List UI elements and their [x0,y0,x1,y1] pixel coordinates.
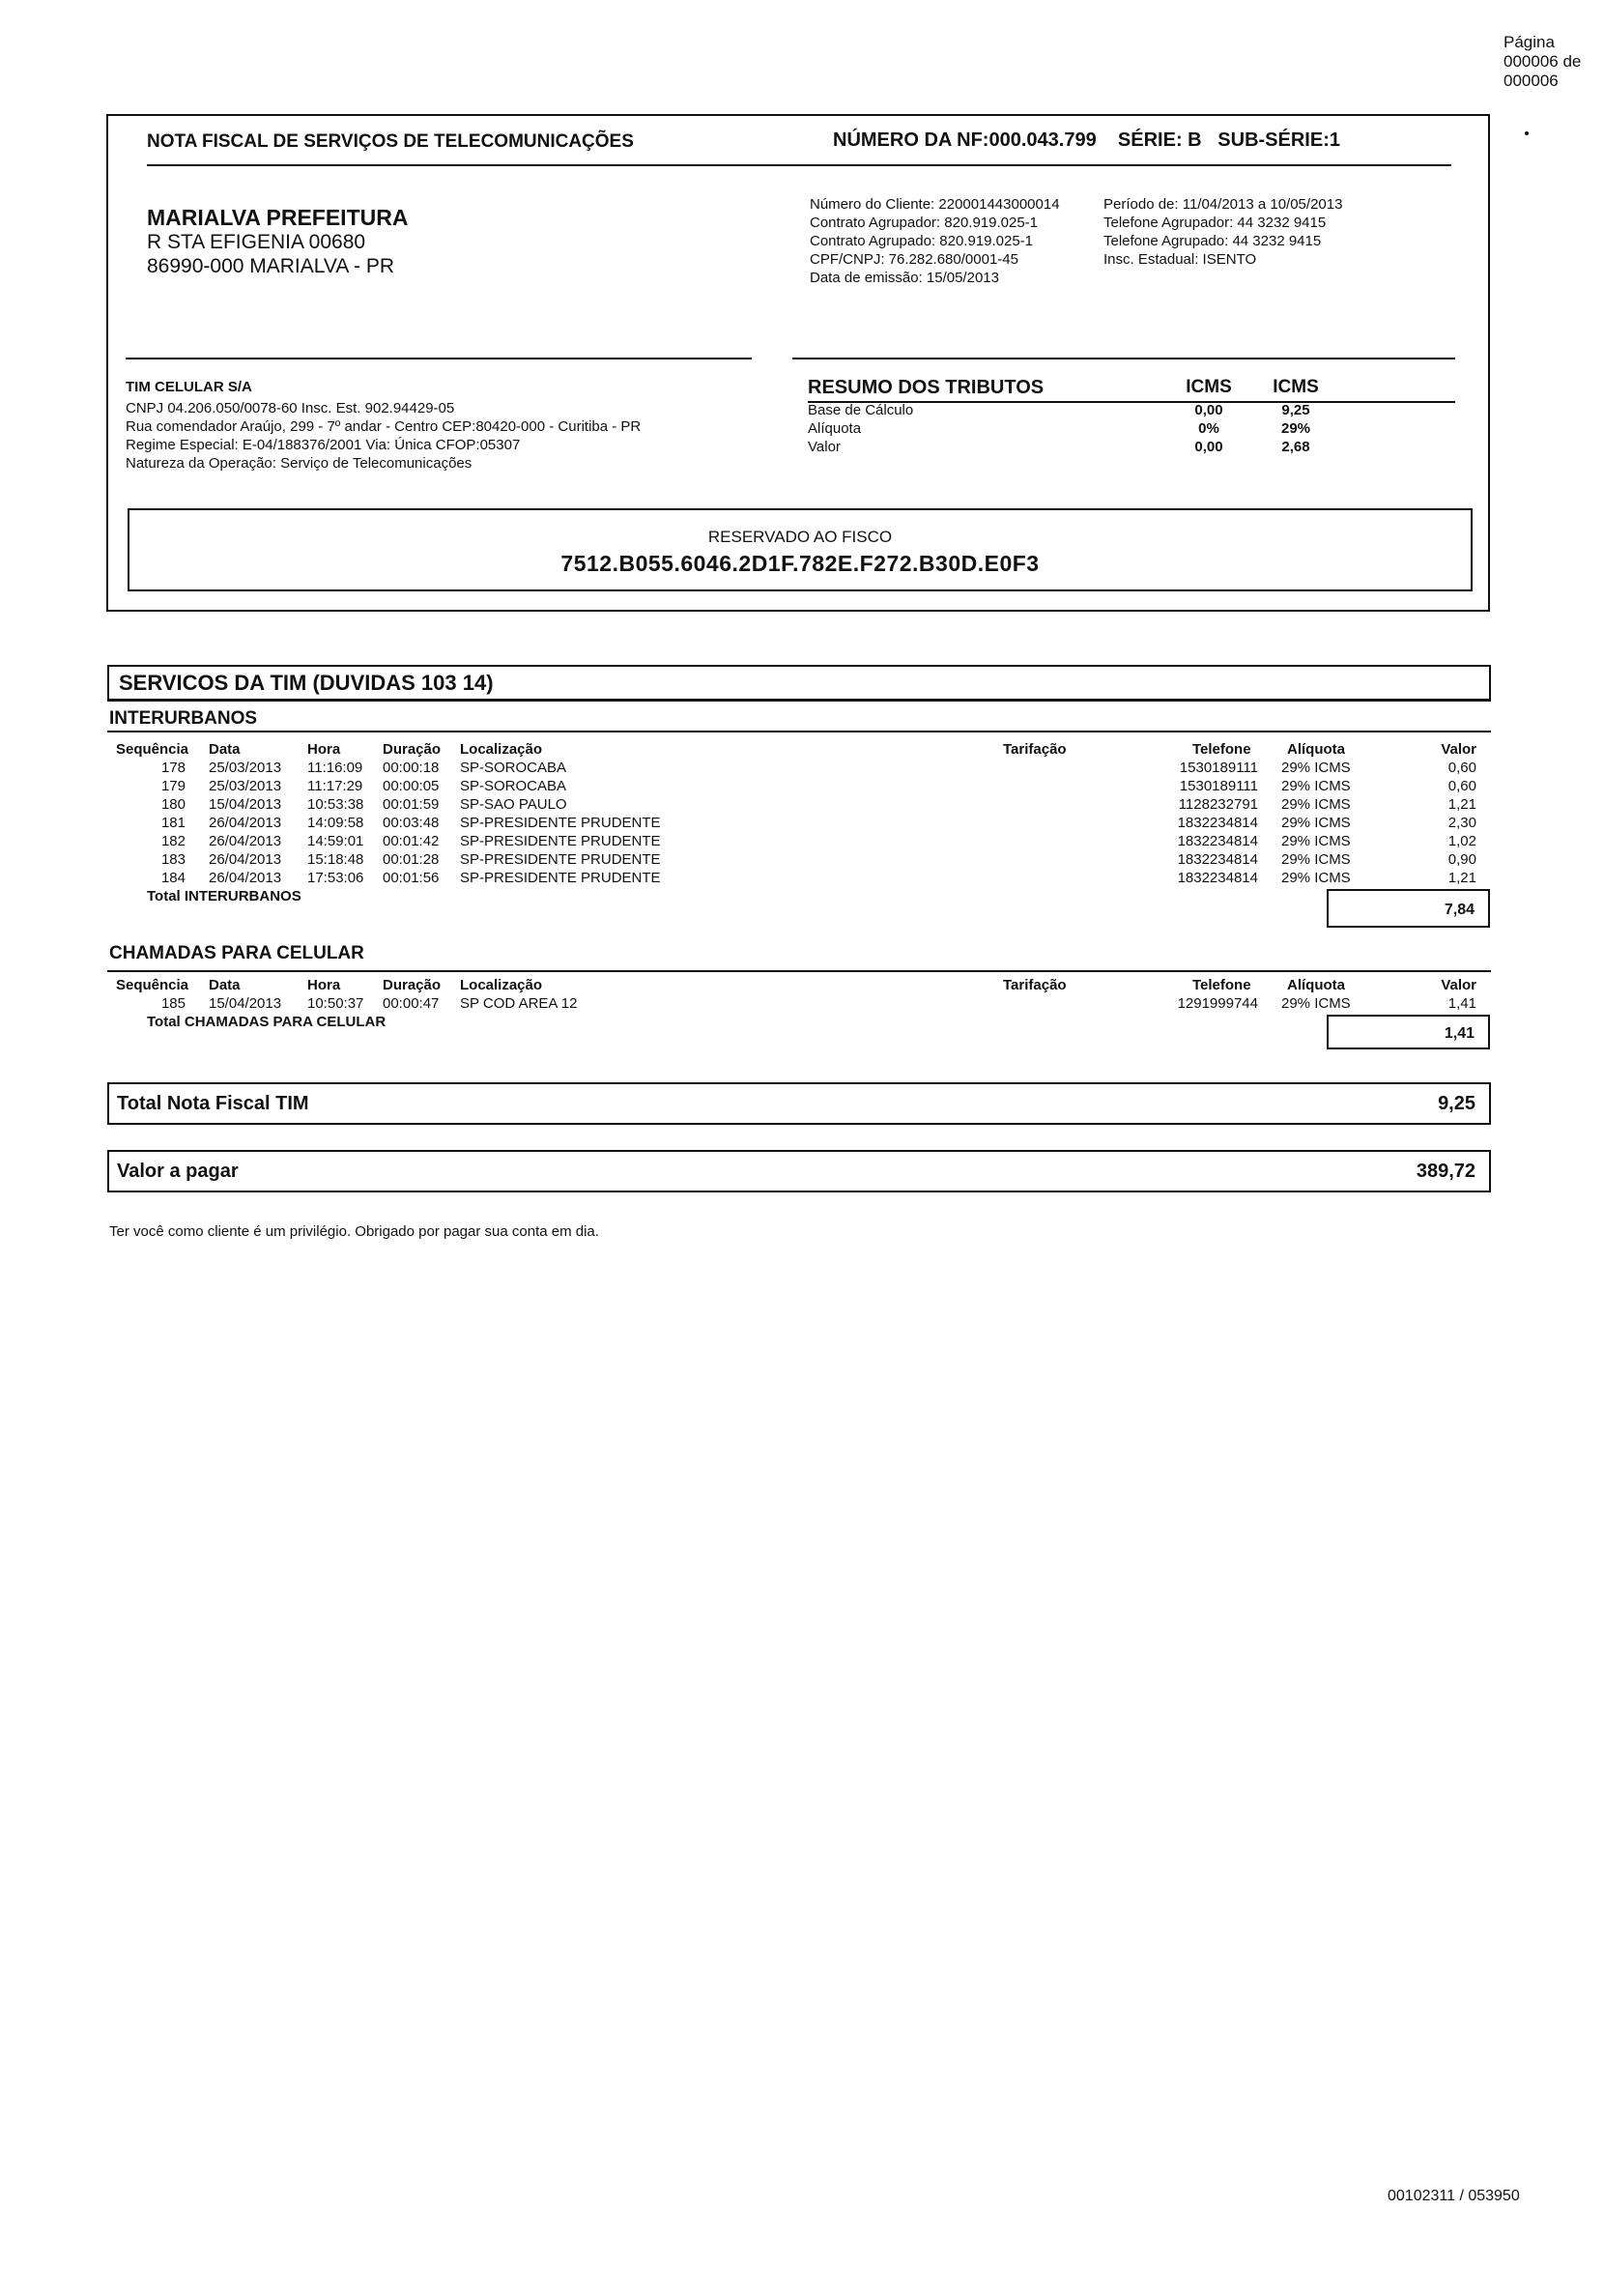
total-nota-value: 9,25 [1438,1093,1475,1114]
cell-valor: 2,30 [1447,815,1476,831]
cell-aliquota: 29% ICMS [1281,851,1351,868]
cell-duracao: 00:01:42 [383,833,440,849]
client-name: MARIALVA PREFEITURA [147,205,409,230]
col-hora: Hora [307,977,341,993]
cell-localizacao: SP-SAO PAULO [460,796,567,813]
cell-telefone: 1128232791 [1178,796,1258,813]
cell-localizacao: SP-PRESIDENTE PRUDENTE [460,815,661,831]
page-total: 000006 [1504,72,1559,90]
total-nota-box [107,1082,1491,1125]
table-row [0,870,1604,888]
cell-data: 25/03/2013 [209,760,282,776]
cell-localizacao: SP-PRESIDENTE PRUDENTE [460,833,661,849]
nf-number: NÚMERO DA NF:000.043.799 [833,129,1097,151]
cell-valor: 1,41 [1447,995,1476,1012]
client-address-line2: 86990-000 MARIALVA - PR [147,255,395,277]
cell-telefone: 1530189111 [1179,760,1258,776]
cpf-cnpj: CPF/CNPJ: 76.282.680/0001-45 [810,251,1018,268]
fisco-box [128,508,1473,591]
issuer-natureza: Natureza da Operação: Serviço de Telecomunicações [126,455,473,472]
col-telefone: Telefone [1192,741,1251,758]
page-number [1504,33,1581,91]
cell-duracao: 00:01:59 [383,796,440,813]
cell-hora: 15:18:48 [307,851,364,868]
table-row [0,760,1604,778]
cell-aliquota: 29% ICMS [1281,778,1351,794]
nf-serie: SÉRIE: B [1117,129,1202,151]
cell-localizacao: SP COD AREA 12 [460,995,578,1012]
col-aliquota: Alíquota [1287,977,1345,993]
tributos-divider [792,358,1455,359]
col-telefone: Telefone [1192,977,1251,993]
cell-valor: 1,21 [1447,870,1476,886]
cell-seq: 180 [160,796,186,813]
cell-hora: 10:53:38 [307,796,364,813]
col-valor: Valor [1441,741,1476,758]
contrato-agrupador: Contrato Agrupador: 820.919.025-1 [810,215,1039,231]
cell-seq: 183 [160,851,186,868]
col-localizacao: Localização [460,977,543,993]
cell-data: 26/04/2013 [209,833,282,849]
col-tarifacao: Tarifação [1003,741,1067,758]
tributos-row-label: Base de Cálculo [808,402,914,418]
table-row [0,833,1604,851]
scan-dot [1525,131,1529,135]
issuer-address: Rua comendador Araújo, 299 - 7º andar - Centro CEP:80420-000 - Curitiba - PR [126,418,642,435]
invoice-title: NOTA FISCAL DE SERVIÇOS DE TELECOMUNICAÇÕES [147,131,634,152]
cell-data: 15/04/2013 [209,796,282,813]
interurbanos-total-box [1327,889,1490,928]
tributos-row-label: Valor [808,439,841,455]
table-row [0,851,1604,870]
celular-total-box [1327,1015,1490,1049]
cell-seq: 179 [160,778,186,794]
tributos-row-value: 9,25 [1281,402,1310,418]
issuer-cnpj: CNPJ 04.206.050/0078-60 Insc. Est. 902.94429-05 [126,400,455,416]
cell-data: 26/04/2013 [209,815,282,831]
cell-duracao: 00:00:18 [383,760,440,776]
cell-aliquota: 29% ICMS [1281,833,1351,849]
page-label: Página [1504,33,1555,51]
col-data: Data [209,741,241,758]
cell-duracao: 00:01:56 [383,870,440,886]
interurbanos-total-value: 7,84 [1444,902,1475,918]
col-localizacao: Localização [460,741,543,758]
celular-total-value: 1,41 [1444,1025,1475,1042]
cell-aliquota: 29% ICMS [1281,815,1351,831]
account-info-right [1103,195,1342,269]
col-valor: Valor [1441,977,1476,993]
cell-valor: 0,90 [1447,851,1476,868]
cell-aliquota: 29% ICMS [1281,796,1351,813]
table-row [0,815,1604,833]
document-number: 00102311 / 053950 [1388,2188,1520,2204]
cell-seq: 182 [160,833,186,849]
interurbanos-table-header [0,741,1604,760]
fisco-code: 7512.B055.6046.2D1F.782E.F272.B30D.E0F3 [560,551,1040,576]
tributos-row-value: 2,68 [1281,439,1310,455]
cell-telefone: 1832234814 [1177,815,1258,831]
data-emissao: Data de emissão: 15/05/2013 [810,270,999,286]
table-row [0,995,1604,1014]
tributos-col2-header: ICMS [1273,377,1319,397]
col-sequencia: Sequência [116,741,189,758]
fisco-label: RESERVADO AO FISCO [707,528,893,546]
cell-aliquota: 29% ICMS [1281,760,1351,776]
celular-total-label: Total CHAMADAS PARA CELULAR [147,1014,387,1030]
cell-duracao: 00:03:48 [383,815,440,831]
col-sequencia: Sequência [116,977,189,993]
interurbanos-title: INTERURBANOS [109,708,258,729]
account-info-left [810,195,1060,287]
issuer-regime: Regime Especial: E-04/188376/2001 Via: Única CFOP:05307 [126,437,521,453]
tributos-row-value: 29% [1280,420,1311,437]
col-duracao: Duração [383,977,442,993]
numero-cliente: Número do Cliente: 220001443000014 [810,196,1060,213]
contrato-agrupado: Contrato Agrupado: 820.919.025-1 [810,233,1034,249]
col-hora: Hora [307,741,341,758]
celular-table-header [0,977,1604,995]
cell-localizacao: SP-PRESIDENTE PRUDENTE [460,870,661,886]
cell-hora: 11:16:09 [307,760,363,776]
table-row [0,778,1604,796]
tributos-row-label: Alíquota [808,420,862,437]
services-title: SERVICOS DA TIM (DUVIDAS 103 14) [119,671,494,695]
footer-message: Ter você como cliente é um privilégio. Obrigado por pagar sua conta em dia. [109,1223,599,1240]
cell-hora: 10:50:37 [307,995,364,1012]
tributos-title: RESUMO DOS TRIBUTOS [808,377,1045,398]
col-aliquota: Alíquota [1287,741,1345,758]
cell-seq: 184 [160,870,186,886]
page-current: 000006 de [1504,52,1582,71]
invoice-number [833,129,1340,152]
cell-seq: 181 [160,815,186,831]
cell-hora: 17:53:06 [307,870,364,886]
cell-telefone: 1832234814 [1177,851,1258,868]
cell-hora: 11:17:29 [307,778,363,794]
cell-valor: 1,02 [1447,833,1476,849]
cell-telefone: 1832234814 [1177,833,1258,849]
header-divider [147,164,1451,166]
col-data: Data [209,977,241,993]
cell-data: 25/03/2013 [209,778,282,794]
insc-estadual: Insc. Estadual: ISENTO [1103,251,1257,268]
cell-hora: 14:09:58 [307,815,364,831]
cell-aliquota: 29% ICMS [1281,870,1351,886]
cell-data: 26/04/2013 [209,870,282,886]
cell-valor: 1,21 [1447,796,1476,813]
cell-aliquota: 29% ICMS [1281,995,1351,1012]
services-header-box [107,665,1491,702]
tributos-row-value: 0,00 [1194,439,1223,455]
celular-divider [107,970,1491,972]
cell-telefone: 1530189111 [1179,778,1258,794]
telefone-agrupador: Telefone Agrupador: 44 3232 9415 [1103,215,1327,231]
issuer-info [126,399,641,473]
col-tarifacao: Tarifação [1003,977,1067,993]
interurbanos-total-label: Total INTERURBANOS [147,888,301,904]
cell-valor: 0,60 [1447,778,1476,794]
valor-pagar-value: 389,72 [1416,1161,1475,1182]
client-address [147,230,394,278]
total-nota-label: Total Nota Fiscal TIM [117,1093,309,1114]
cell-telefone: 1832234814 [1177,870,1258,886]
cell-duracao: 00:00:47 [383,995,440,1012]
tributos-row-value: 0% [1198,420,1219,437]
tributos-col1-header: ICMS [1186,377,1232,397]
cell-telefone: 1291999744 [1177,995,1258,1012]
tributos-row-value: 0,00 [1194,402,1223,418]
issuer-divider [126,358,752,359]
cell-seq: 185 [160,995,186,1012]
valor-pagar-label: Valor a pagar [117,1161,239,1182]
invoice-header-box [106,114,1490,612]
interurbanos-divider [107,731,1491,732]
cell-localizacao: SP-SOROCABA [460,778,567,794]
col-duracao: Duração [383,741,442,758]
cell-seq: 178 [160,760,186,776]
nf-subserie: SUB-SÉRIE:1 [1217,129,1340,151]
cell-duracao: 00:00:05 [383,778,440,794]
telefone-agrupado: Telefone Agrupado: 44 3232 9415 [1103,233,1322,249]
valor-pagar-box [107,1150,1491,1192]
periodo: Período de: 11/04/2013 a 10/05/2013 [1103,196,1343,213]
table-row [0,796,1604,815]
cell-valor: 0,60 [1447,760,1476,776]
client-address-line1: R STA EFIGENIA 00680 [147,231,366,253]
cell-data: 15/04/2013 [209,995,282,1012]
celular-title: CHAMADAS PARA CELULAR [109,943,364,963]
cell-localizacao: SP-SOROCABA [460,760,567,776]
cell-localizacao: SP-PRESIDENTE PRUDENTE [460,851,661,868]
cell-duracao: 00:01:28 [383,851,440,868]
cell-hora: 14:59:01 [307,833,364,849]
cell-data: 26/04/2013 [209,851,282,868]
issuer-name: TIM CELULAR S/A [126,379,252,395]
